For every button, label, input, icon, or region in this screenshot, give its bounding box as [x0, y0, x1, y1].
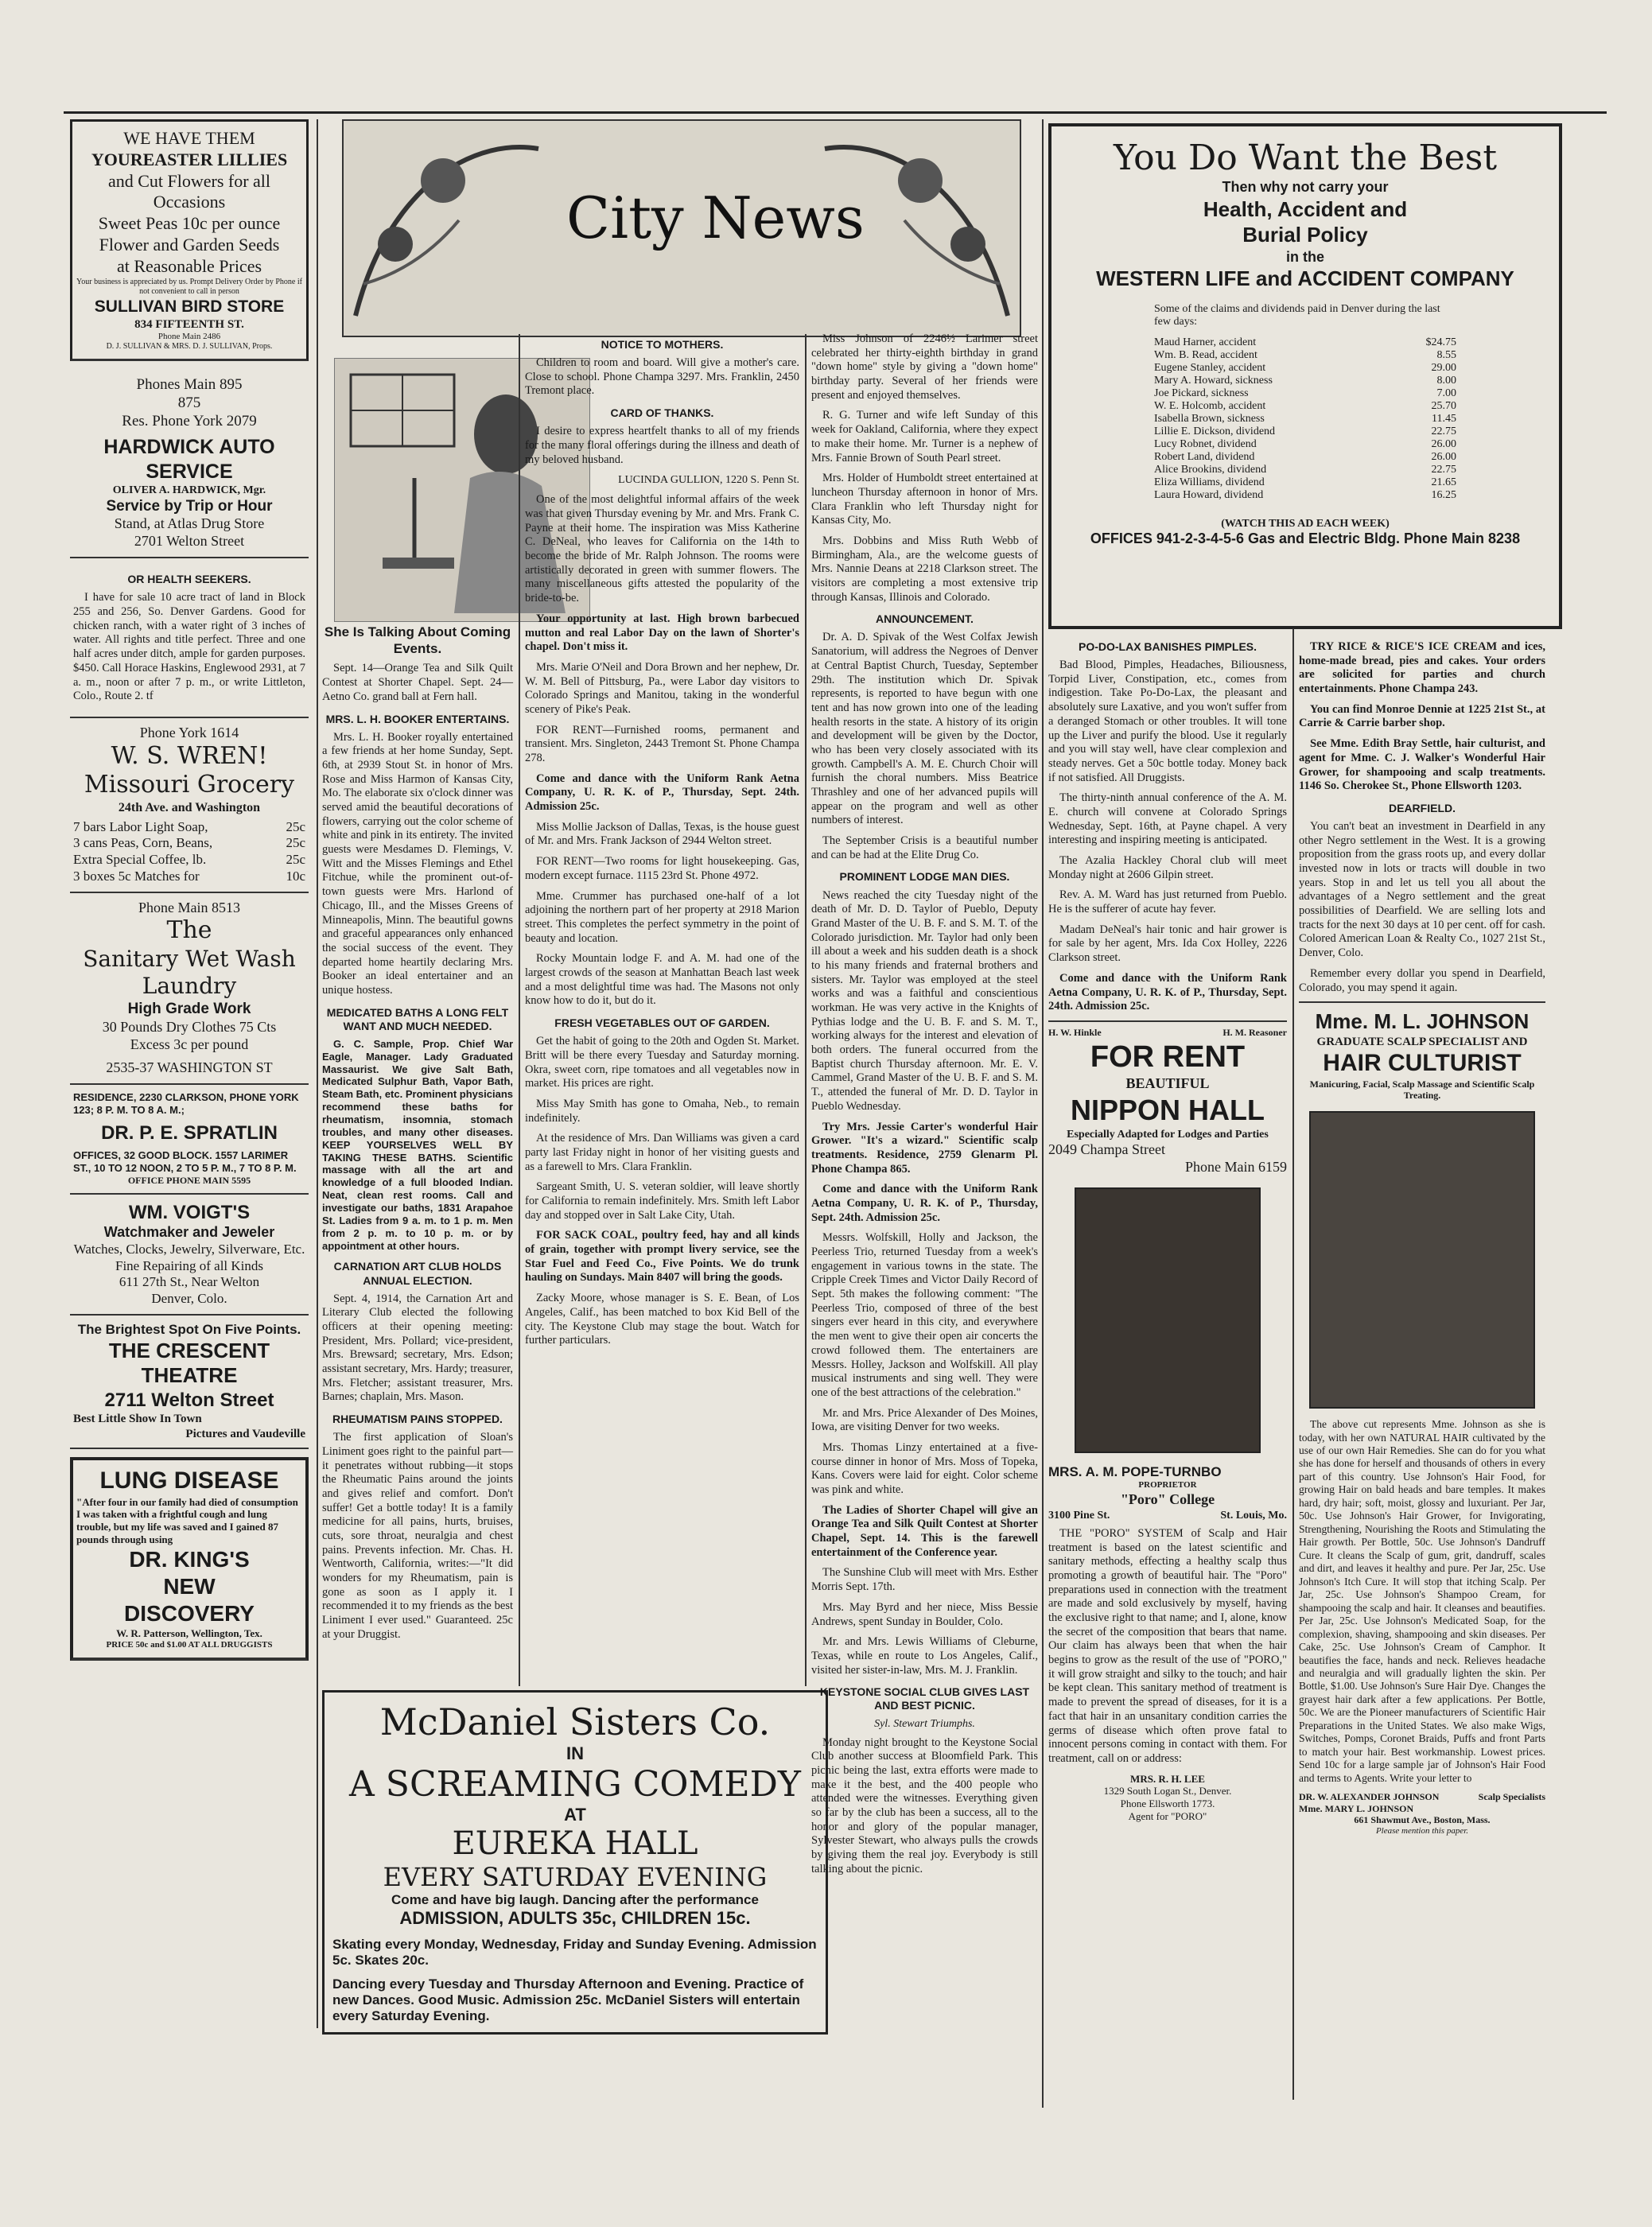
claim-name: Alice Brookins, dividend [1154, 463, 1267, 476]
sullivan-bird-store-ad [70, 119, 309, 361]
article-body: G. C. Sample, Prop. Chief War Eagle, Manager. Lady Graduated Massaurist. We give Salt Bath, Medicated Sulphur Bath, Vapor Bath, Steam Bath, etc. Prominent physicians recommend these baths for rheumatism, insomnia, stomach troubles, and many other diseases. KEEP YOURSELVES WELL BY TAKING THESE BATHS. Scientific massage with all the art and knowledge of a full blooded Indian. Neat, clean rest rooms. Call and investigate our baths, 1831 Arapahoe St. Ladies from 9 a. m. to 1 p. m. Men from 2 p. m. to 10 p. m. or by appointment at other hours. [322, 1037, 513, 1252]
ad-name: HARDWICK AUTO SERVICE [103, 436, 275, 483]
article-body: Madam DeNeal's hair tonic and hair grower is for sale by her agent, Mrs. Ida Cox Holley, 2226 Clarkson street. [1048, 923, 1287, 965]
article-body: Sept. 4, 1914, the Carnation Art and Literary Club elected the following officers at their opening meeting: President, Mrs. Pollard; vice-president, Mrs. Brewsard; secretary, Mrs. Edson; assistant secretary, Mrs. Hardy; treasurer, Mrs. Fletcher; assistant treasurer, Mrs. Barnes; chaplain, Mrs. Mason. [322, 1292, 513, 1404]
claim-amount: 7.00 [1436, 387, 1456, 399]
ad-admission: ADMISSION, ADULTS 35c, CHILDREN 15c. [399, 1908, 751, 1928]
grocery-item [73, 852, 305, 869]
dr-kings-discovery-ad [70, 1457, 309, 1661]
ad-subheading: Then why not carry your [1222, 179, 1389, 195]
article-body: Sargeant Smith, U. S. veteran soldier, will leave shortly for California to remain indefinitely. Mrs. Smith left Labor day and stopped over in Salt Lake City, Utah. [525, 1180, 799, 1222]
article-body: The thirty-ninth annual conference of the A. M. E. church will convene at Colorado Springs Wednesday, Sept. 16th, at Payne chapel. A very interesting and inspiring meeting is anticipated. [1048, 791, 1287, 847]
ad-college: "Poro" College [1120, 1490, 1215, 1507]
column-divider [1042, 119, 1044, 2108]
grocery-item [73, 835, 305, 852]
signature-line: DR. W. ALEXANDER JOHNSON [1299, 1791, 1440, 1803]
ad-name: DISCOVERY [124, 1601, 255, 1627]
signature-line: Please mention this paper. [1375, 1826, 1469, 1836]
article-heading: FRESH VEGETABLES OUT OF GARDEN. [554, 1016, 770, 1030]
article-body: Come and dance with the Uniform Rank Aetna Company, U. R. K. of P., Thursday, Sept. 24th. Admission 25c. [525, 771, 799, 814]
claim-amount: 8.00 [1436, 374, 1456, 387]
grocery-item [73, 819, 305, 836]
ad-phone: OFFICE PHONE MAIN 5595 [127, 1175, 251, 1187]
ad-line: Come and have big laugh. Dancing after the performance [391, 1892, 759, 1907]
illustration-caption: She Is Talking About Coming Events. [324, 624, 511, 656]
grocery-item-name: 7 bars Labor Light Soap, [73, 818, 208, 834]
top-rule [64, 111, 1607, 114]
article-body: R. G. Turner and wife left Sunday of this week for Oakland, California, where they expect to make their home. Mr. Turner is a nephew of Mrs. Fannie Brown of South Pearl street. [811, 409, 1038, 464]
city-news-masthead [342, 119, 1021, 337]
health-seekers-ad [70, 558, 309, 718]
ad-line: A SCREAMING COMEDY [349, 1764, 801, 1805]
voigt-jeweler-ad [70, 1195, 309, 1316]
ad-heading: OR HEALTH SEEKERS. [127, 573, 251, 586]
grocery-item [73, 869, 305, 885]
claims-rows [1154, 336, 1456, 502]
claim-amount: 29.00 [1431, 361, 1456, 374]
claim-row [1154, 362, 1456, 375]
ad-address: 2701 Welton Street [134, 533, 245, 550]
article-body: You can't beat an investment in Dearfield in any other Negro settlement in the West. It is a growing proposition from the grass roots up, and every dollar invested now in lots or tracts will double in two years. Stop in and let us tell you all about the advantages of a Negro settlement and the great possibilities of Dearfield. We are selling lots and tracts for the next 30 days at 10 per cent. off for cash. Colored American Loan & Realty Co., 1027 21st St., Denver, Colo. [1299, 819, 1545, 960]
column-5 [1048, 640, 1287, 1823]
article-body: Rocky Mountain lodge F. and A. M. had one of the largest crowds of the season at Manhattan Beach last week and a most delightful time was had. The Masons not only know how to do it, but do it. [525, 952, 799, 1008]
ad-line: 30 Pounds Dry Clothes 75 Cts [102, 1018, 277, 1035]
ad-line: at Reasonable Prices [116, 255, 262, 276]
article-body: Monday night brought to the Keystone Social Club another success at Bloomfield Park. This picnic being the last, extra efforts were made to make it the best, and the 400 people who attended were the witnesses. Everything given so far by the club has been a success, all to the honor and glory of the popular manager, Sylvester Stewart, who always pulls the crowds by giving them the real joy. Everybody is still talking about the picnic. [811, 1735, 1038, 1875]
ad-owners: D. J. SULLIVAN & MRS. D. J. SULLIVAN, Props. [106, 342, 273, 352]
article-body: Come and dance with the Uniform Rank Aetna Company, U. R. K. of P., Thursday, Sept. 24th. Admission 25c. [1048, 971, 1287, 1013]
ad-name: Laundry [142, 973, 237, 1000]
claim-row [1154, 438, 1456, 451]
claims-list [1154, 303, 1456, 502]
ad-line: 611 27th St., Near Welton [119, 1274, 260, 1290]
ad-line: Fine Repairing of all Kinds [115, 1257, 264, 1273]
article-body: Mrs. Thomas Linzy entertained at a five-course dinner in honor of Mrs. Moss of Topeka, Kans. Covers were laid for eight. Color scheme was pink and white. [811, 1440, 1038, 1497]
column-divider [805, 334, 807, 1686]
ad-address: 2535-37 WASHINGTON ST [106, 1059, 273, 1076]
ad-offices: OFFICES, 32 GOOD BLOCK. 1557 LARIMER ST., 10 TO 12 NOON, 2 TO 5 P. M., 7 TO 8 P. M. [73, 1149, 297, 1175]
ad-subheading: in the [1286, 248, 1324, 265]
johnson-hair-ad [1299, 1001, 1545, 1836]
article-heading: PO-DO-LAX BANISHES PIMPLES. [1078, 640, 1257, 653]
article-body: At the residence of Mrs. Dan Williams was given a card party last Friday night in honor of her visiting guests and as a farewell to Mrs. Clara Franklin. [525, 1132, 799, 1173]
ad-name: DR. KING'S [129, 1546, 250, 1572]
article-body: You can find Monroe Dennie at 1225 21st St., at Carrie & Carrie barber shop. [1299, 702, 1545, 730]
claim-row [1154, 400, 1456, 413]
article-body: The Sunshine Club will meet with Mrs. Esther Morris Sept. 17th. [811, 1566, 1038, 1594]
western-life-ad [1048, 123, 1562, 629]
ad-name: WM. VOIGT'S [128, 1201, 251, 1223]
article-body: Mrs. Dobbins and Miss Ruth Webb of Birmingham, Ala., are the welcome guests of Mrs. Nannie Deans at 2218 Clarkson street. The visitors are completing a most extensive trip through Kansas, Illinois and Colorado. [811, 534, 1038, 604]
ad-line: HAIR CULTURIST [1323, 1050, 1522, 1077]
article-body: I desire to express heartfelt thanks to all of my friends for the many floral offerings during the illness and death of my beloved husband. [525, 425, 799, 466]
claim-row [1154, 349, 1456, 362]
ad-phone: Phone York 1614 [139, 724, 239, 740]
ad-address: 2049 Champa Street [1048, 1141, 1165, 1157]
ad-phone: Phone Main 6159 [1185, 1158, 1287, 1175]
ad-trade: Watchmaker and Jeweler [103, 1224, 275, 1240]
article-body: Mr. and Mrs. Lewis Williams of Cleburne, Texas, while en route to Los Angeles, Calif., visited her sister-in-law, Mrs. M. J. Franklin. [811, 1635, 1038, 1677]
ad-name: McDaniel Sisters Co. [379, 1700, 771, 1743]
ad-venue: EUREKA HALL [452, 1825, 698, 1862]
claims-intro: Some of the claims and dividends paid in Denver during the last few days: [1154, 302, 1440, 328]
article-body: FOR SACK COAL, poultry feed, hay and all kinds of grain, together with prompt livery service, see the Star Fuel and Feed Co., Five Points. We do trunk hauling on Sundays. Main 8407 will bring the goods. [525, 1229, 799, 1285]
ad-offices: OFFICES 941-2-3-4-5-6 Gas and Electric Bldg. Phone Main 8238 [1090, 530, 1521, 546]
johnson-portrait-photo [1309, 1111, 1535, 1409]
signature-line: Mme. MARY L. JOHNSON [1299, 1802, 1414, 1814]
grocery-item-price: 25c [286, 835, 305, 851]
ad-heading: FOR RENT [1090, 1040, 1246, 1074]
grocery-item-name: Extra Special Coffee, lb. [73, 852, 207, 868]
events-text: Sept. 14—Orange Tea and Silk Quilt Contest at Shorter Chapel. Sept. 24—Aetno Co. grand ball at Fern hall. [322, 662, 513, 703]
ad-body: THE "PORO" SYSTEM of Scalp and Hair treatment is based on the latest scientific and sanitary methods, effecting a healthy scalp thus promoting a growth of beautiful hair. The "Poro" preparations used in connection with the treatment are made and sold exclusively by myself, having the exclusive right to that name; and I, alone, know the secret of the composition that bears that name. Our claim has always been that when the hair begins to grow as the result of the use of "PORO," it will grow straight and silky to the touch; and hair be kept clean. This sanitary method of treatment is made to prevent the spread of diseases, for it is a fact that hair in an unsanitary condition carries the germs of disease which often prove fatal to innocent persons coming in contact with them. For treatment, call on or address: [1048, 1526, 1287, 1765]
column-3 [525, 338, 799, 1354]
claim-row [1154, 489, 1456, 502]
claim-name: Maud Harner, accident [1154, 336, 1257, 348]
claim-amount: 21.65 [1431, 476, 1456, 488]
address-line: St. Louis, Mo. [1220, 1509, 1287, 1522]
claim-name: Lucy Robnet, dividend [1154, 437, 1257, 450]
ad-residence: RESIDENCE, 2230 CLARKSON, PHONE YORK 123; 8 P. M. TO 8 A. M.; [73, 1091, 299, 1117]
ad-line: and Cut Flowers for all Occasions [107, 170, 271, 212]
article-heading: NOTICE TO MOTHERS. [601, 338, 724, 351]
article-body: Come and dance with the Uniform Rank Aetna Company, U. R. K. of P., Thursday, Sept. 24th. Admission 25c. [811, 1183, 1038, 1224]
ornament-left [348, 125, 546, 332]
article-body: Mrs. Marie O'Neil and Dora Brown and her nephew, Dr. W. M. Bell of Pittsburg, Pa., were Labor day visitors to Colorado Springs and Manitou, taking in the wonderful scenery of Pike's Peak. [525, 660, 799, 716]
article-heading: ANNOUNCEMENT. [876, 612, 974, 626]
column-4 [811, 332, 1038, 1883]
claim-name: Laura Howard, dividend [1154, 488, 1264, 501]
ad-heading: LUNG DISEASE [99, 1467, 279, 1494]
signature-line: 661 Shawmut Ave., Boston, Mass. [1354, 1814, 1491, 1826]
claim-amount: 25.70 [1431, 399, 1456, 412]
claim-name: Joe Pickard, sickness [1154, 387, 1249, 399]
ad-heading: You Do Want the Best [1113, 138, 1498, 178]
ad-line: AT [564, 1805, 586, 1825]
ad-subheading: Burial Policy [1242, 223, 1368, 247]
dr-spratlin-ad [70, 1085, 309, 1194]
claim-name: Isabella Brown, sickness [1154, 412, 1265, 425]
agent-line: 1329 South Logan St., Denver. [1103, 1785, 1232, 1798]
article-body: Mrs. Holder of Humboldt street entertained at luncheon Thursday afternoon in honor of Mrs. Clara Franklin who left Thursday night for Kansas City, Mo. [811, 472, 1038, 527]
column-divider [317, 119, 318, 2028]
article-heading: CARNATION ART CLUB HOLDS ANNUAL ELECTION. [333, 1260, 502, 1287]
agent-line: Agent for "PORO" [1128, 1810, 1207, 1823]
claim-amount: 8.55 [1436, 348, 1456, 361]
article-body: Miss Mollie Jackson of Dallas, Texas, is the house guest of Mr. and Mrs. Frank Jackson of 2944 Welton street. [525, 820, 799, 848]
claim-row [1154, 375, 1456, 387]
ad-phone: 875 [177, 394, 201, 411]
ad-quote: "After four in our family had died of consumption I was taken with a frightful cough and lung trouble, but my life was saved and I gained 87 pounds through using [76, 1495, 298, 1546]
portrait-photo [1075, 1187, 1261, 1453]
article-body: Get the habit of going to the 20th and Ogden St. Market. Britt will be there every Tuesday and Saturday morning. Okra, sweet corn, ripe tomatoes and all vegetables now in market. His prices are right. [525, 1035, 799, 1090]
claim-name: Eugene Stanley, accident [1154, 361, 1266, 374]
grocery-item-price: 25c [286, 818, 305, 834]
ad-line: Watches, Clocks, Jewelry, Silverware, Etc. [73, 1241, 305, 1257]
ad-address: 834 FIFTEENTH ST. [134, 317, 244, 331]
owner-left: H. W. Hinkle [1048, 1026, 1102, 1038]
claim-name: W. E. Holcomb, accident [1154, 399, 1266, 412]
ad-venue: NIPPON HALL [1070, 1093, 1265, 1126]
ad-name: The [166, 916, 212, 945]
ad-name: Sanitary Wet Wash [83, 946, 296, 973]
article-body: Dr. A. D. Spivak of the West Colfax Jewish Sanatorium, will address the Negroes of Denver at Central Baptist Church, Tuesday, September 29th. The institution which Dr. Spivak represents, is reported to have begun with one tent and has now grown into one of the leading health resorts in the state. A history of its origin and development will be given by the Doctor, who has been very closely associated with its growth. Campbell's A. M. E. Church Choir will furnish the choral numbers. Miss Beatrice Thrashley and one of her advanced pupils will appear on the program and well as other numbers of interest. [811, 631, 1038, 827]
ad-phone: Phones Main 895 [136, 375, 243, 393]
ad-store: Missouri Grocery [84, 771, 295, 799]
ad-body: The above cut represents Mme. Johnson as she is today, with her own NATURAL HAIR cultivated by the use of our own Hair Remedies. She can do for you what she has done for herself and thousands of others in every part of this country. Use Johnson's Hair Food, for growing Hair on bald heads and bare temples. It makes hard, dry hair; soft, moist, glossy and luxuriant. Per Jar, 50c. Use Johnson's Hair Grower, for Invigorating, Strengthening, Nourishing the Roots and Stimulating the Hair growth. Per Bottle, 50c. Use Johnson's Dandruff Cure. It cleans the Scalp of gum, grit, dandruff, scales and dirt, and leaves it healthy and pure. Per Jar, 25c. Use Johnson's Itch Cure. It will stop that itching Scalp. Per Jar, 25c. Use Johnson's Shampoo Cream, for shampooing the scalp and hair. It cleanses and beautifies. Per Jar, 25c. Use Johnson's Medicated Soap, for the complexion, shaving, shampooing and skin diseases. Per Cake, 25c. Use Johnson's Cream of Camphor. It beautifies the face, hands and neck. Relieves headache and neuralgia and will gradually lighten the skin. Per Bottle, $1.00. Use Johnson's Sure Hair Dye. Changes the grayest hair dark after a few applications. Per Bottle, 50c. We are the Pioneer manufacturers of Scientific Hair Preparations in the United States. We also make Wigs, Switches, Pomps, Coronet Braids, Puffs and front Parts to match your hair. Best workmanship. Lowest prices. Send 10c for a large sample jar of Johnson's Hair Food and terms to Agents. Write your letter to [1299, 1418, 1545, 1784]
ad-name: THEATRE [141, 1363, 238, 1388]
article-heading: CARD OF THANKS. [610, 406, 714, 420]
claim-name: Robert Land, dividend [1154, 450, 1255, 463]
ad-corner: 24th Ave. and Washington [118, 801, 261, 815]
article-heading: PROMINENT LODGE MAN DIES. [839, 870, 1010, 884]
ad-phone: Res. Phone York 2079 [122, 413, 257, 430]
ad-name: MRS. A. M. POPE-TURNBO [1048, 1463, 1222, 1479]
ad-line: Excess 3c per pound [130, 1036, 249, 1052]
article-body: Try Mrs. Jessie Carter's wonderful Hair Grower. "It's a wizard." Scientific scalp treatments. Residence, 2759 Glenarm Pl. Phone Champa 865. [811, 1120, 1038, 1176]
grocery-list [73, 819, 305, 885]
article-heading: KEYSTONE SOCIAL CLUB GIVES LAST AND BEST PICNIC. [819, 1685, 1030, 1712]
address-line: 3100 Pine St. [1048, 1509, 1110, 1522]
article-body: Remember every dollar you spend in Dearfield, Colorado, you may spend it again. [1299, 966, 1545, 994]
ad-name: NEW [163, 1574, 216, 1599]
claim-row [1154, 464, 1456, 476]
ad-line: GRADUATE SCALP SPECIALIST AND [1316, 1035, 1528, 1048]
ad-title: PROPRIETOR [1138, 1480, 1197, 1490]
article-body: Bad Blood, Pimples, Headaches, Biliousness, Torpid Liver, Constipation, etc., comes from indigestion. Take Po-Do-Lax, the pleasant and absolutely sure Laxative, and you won't suffer from a deranged Stomach or other troubles. It will tone up the Liver and purify the blood. Use it regularly and you will stay well, have clear complexion and steady nerves. Get a 50c bottle today. Money back if not satisfied. All Druggists. [1048, 659, 1287, 784]
poro-college-ad [1048, 1464, 1287, 1823]
ad-name: SULLIVAN BIRD STORE [94, 297, 285, 317]
crescent-theatre-ad [70, 1316, 309, 1449]
article-body: Messrs. Wolfskill, Holly and Jackson, the Peerless Trio, returned Tuesday from a week's engagement in various towns in the state. The Cripple Creek Times and Victor Daily Record of Sept. 5th makes the following comment: "The Peerless Trio, composed of three of the best singers ever heard in this city, and everywhere the men went to give their open air concerts the crowd followed them. The entertainers are Messrs. Holley, Jackson and Wolfskill. All play musical instruments and sing well. They were one of the best attractions of the celebration." [811, 1231, 1038, 1399]
ad-phone: Phone Main 8513 [138, 899, 240, 915]
claim-amount: 26.00 [1431, 437, 1456, 450]
page-title: City News [566, 185, 865, 251]
ad-line: BEAUTIFUL [1125, 1075, 1210, 1091]
ad-heading: The Brightest Spot On Five Points. [77, 1321, 301, 1337]
poro-address [1048, 1509, 1287, 1522]
column-divider [1292, 628, 1294, 2100]
article-heading: MRS. L. H. BOOKER ENTERTAINS. [325, 712, 510, 725]
article-body: Zacky Moore, whose manager is S. E. Bean, of Los Angeles, Calif., has been matched to box Kid Bell of the city. The Keystone Club may stage the bout. Watch for further particulars. [525, 1292, 799, 1347]
ad-line: WE HAVE THEM [123, 128, 255, 148]
ad-manager: OLIVER A. HARDWICK, Mgr. [112, 484, 266, 497]
ad-line: YOUREASTER LILLIES [91, 149, 288, 169]
grocery-item-price: 25c [286, 852, 305, 868]
agent-line: Phone Ellsworth 1773. [1120, 1798, 1215, 1810]
article-body: TRY RICE & RICE'S ICE CREAM and ices, home-made bread, pies and cakes. Your orders are solicited for parties and church entertainments. Phone Champa 243. [1299, 640, 1545, 696]
ad-service: Service by Trip or Hour [106, 498, 273, 515]
article-body: Rev. A. M. Ward has just returned from Pueblo. He is the sufferer of acute hay fever. [1048, 888, 1287, 916]
article-body: Your opportunity at last. High brown barbecued mutton and real Labor Day on the lawn of Shorter's chapel. Don't miss it. [525, 612, 799, 654]
article-body: Miss May Smith has gone to Omaha, Neb., to remain indefinitely. [525, 1097, 799, 1125]
claim-row [1154, 387, 1456, 400]
article-heading: RHEUMATISM PAINS STOPPED. [332, 1413, 503, 1426]
column-divider [519, 334, 520, 1686]
ad-line: Dancing every Tuesday and Thursday Afternoon and Evening. Practice of new Dances. Good Music. Admission 25c. McDaniel Sisters will entertain every Saturday Evening. [332, 1976, 804, 2023]
ad-line: Denver, Colo. [151, 1291, 227, 1307]
grocery-item-name: 3 cans Peas, Corn, Beans, [73, 835, 213, 851]
ad-company: WESTERN LIFE and ACCIDENT COMPANY [1096, 266, 1514, 290]
ad-address: 2711 Welton Street [104, 1389, 274, 1412]
ad-line: EVERY SATURDAY EVENING [383, 1862, 768, 1892]
claim-amount: $24.75 [1425, 336, 1456, 348]
article-body: News reached the city Tuesday night of the death of Mr. D. D. Taylor of Pueblo, Deputy Grand Master of the U. B. F. and S. M. T. of the Colorado jurisdiction. Mr. Taylor had only been ill about a week and his sudden death is a shock to his many friends and fraternal brothers and sisters. Mr. Taylor was employed at the steel works and was a faithful and conscientious workman. He was very active in the Knights of Pythias lodge and the U. B. F. and S. M. T., working always for the interest and elevation of both orders. The funeral occurred from the Baptist church Thursday afternoon. Mr. E. V. Cammel, Grand Master of the U. B. F. and S. M. T., attended the funeral of Mr. D. D. Taylor in Pueblo Wednesday. [811, 888, 1038, 1113]
ad-name: THE CRESCENT [108, 1338, 270, 1362]
article-body: Mme. Crummer has purchased one-half of a lot adjoining the northern part of her property at 2918 Marion street. This completes the perfect symmetry in the point of beauty and location. [525, 889, 799, 945]
ad-grade: High Grade Work [127, 1001, 251, 1018]
article-body: The Ladies of Shorter Chapel will give an Orange Tea and Silk Quilt Contest at Shorter Chapel, Sept. 14. This is the farewell entertainment of the Conference year. [811, 1503, 1038, 1559]
ad-note: (WATCH THIS AD EACH WEEK) [1221, 517, 1390, 530]
ad-body: I have for sale 10 acre tract of land in Block 255 and 256, So. Denver Gardens. Good for chicken ranch, with a water right of 3 inches of water. All rights and title perfect. Three and one half acres under ditch, ample for garden purposes. $450. Call Horace Haskins, Englewood 2931, at 7 a. m., noon or after 7 p. m., or write Littleton, Colo., Route 2. tf [73, 591, 305, 703]
hardwick-auto-ad [70, 369, 309, 559]
claim-amount: 22.75 [1431, 463, 1456, 476]
ad-line: Pictures and Vaudeville [185, 1427, 305, 1440]
article-body: Mrs. L. H. Booker royally entertained a few friends at her home Sunday, Sept. 6th, at 2939 Stout St. in honor of Mrs. Rose and Miss Harmon of Kansas City, Mo. The elaborate six o'clock dinner was served amid the beautiful decorations of flowers, carrying out the color scheme of white and pink in its entirety. The invited guests were Mesdames D. Flemings, V. Witt and the Misses Flemings and Ethel Fitchue, while the prominent out-of-town guests were Mrs. Harlond of Chicago, Ill., and the Misses Greens of Minneapolis, Minn. The beautiful gowns and graceful appearances only enhanced the social success of the event. They departed home heartily declaring Mrs. Booker an ideal entertainer and an unique hostess. [322, 730, 513, 997]
column-6 [1299, 640, 1545, 1836]
grocery-item-price: 10c [286, 868, 305, 884]
claim-row [1154, 336, 1456, 349]
missouri-grocery-ad [70, 718, 309, 893]
article-body: FOR RENT—Furnished rooms, permanent and transient. Mrs. Singleton, 2443 Tremont St. Phone Champa 278. [525, 723, 799, 765]
ads-column [70, 119, 309, 1669]
claim-name: Eliza Williams, dividend [1154, 476, 1265, 488]
article-body: The September Crisis is a beautiful number and can be had at the Elite Drug Co. [811, 834, 1038, 861]
article-body: Mrs. May Byrd and her niece, Miss Bessie Andrews, spent Sunday in Boulder, Colo. [811, 1600, 1038, 1628]
sanitary-laundry-ad [70, 893, 309, 1086]
ad-subheading: Health, Accident and [1203, 196, 1408, 221]
ad-stand: Stand, at Atlas Drug Store [114, 515, 265, 532]
ad-line: Sweet Peas 10c per ounce [98, 213, 281, 234]
ad-note: Your business is appreciated by us. Prompt Delivery Order by Phone if not convenient to call in person [76, 277, 302, 296]
ad-phone: Phone Main 2486 [157, 332, 221, 342]
claim-row [1154, 413, 1456, 426]
ad-name: DR. P. E. SPRATLIN [101, 1122, 278, 1145]
claim-row [1154, 426, 1456, 438]
article-body: Mr. and Mrs. Price Alexander of Des Moines, Iowa, are visiting Denver for two weeks. [811, 1406, 1038, 1434]
claim-row [1154, 451, 1456, 464]
ad-name: Mme. M. L. JOHNSON [1315, 1009, 1530, 1034]
ad-line: Best Little Show In Town [73, 1413, 202, 1426]
ad-signature: W. R. Patterson, Wellington, Tex. [116, 1627, 262, 1640]
ad-line: Especially Adapted for Lodges and Parties [1067, 1128, 1269, 1141]
claim-amount: 26.00 [1431, 450, 1456, 463]
article-subheading: Syl. Stewart Triumphs. [874, 1718, 975, 1731]
claim-name: Lillie E. Dickson, dividend [1154, 425, 1276, 437]
agent-line: MRS. R. H. LEE [1130, 1772, 1205, 1785]
claim-name: Wm. B. Read, accident [1154, 348, 1257, 361]
article-body: FOR RENT—Two rooms for light housekeeping. Gas, modern except furnace. 1115 23rd St. Phone 4972. [525, 855, 799, 882]
article-body: One of the most delightful informal affairs of the week was that given Thursday evening by Mr. and Mrs. Frank C. Payne at their home. The inspiration was Miss Katherine C. DeNeal, who leaves for California on the 14th to become the bride of Mr. Ralph Johnson. The rooms were artistically decorated in green with summer flowers. The many miscellaneous gifts attested the popularity of the bride-to-be. [525, 493, 799, 605]
signature-line: Scalp Specialists [1478, 1791, 1545, 1803]
grocery-item-name: 3 boxes 5c Matches for [73, 868, 200, 884]
signature: LUCINDA GULLION, 1220 S. Penn St. [618, 474, 799, 487]
article-body: Miss Johnson of 2246½ Larimer street celebrated her thirty-eighth birthday in grand "down home" style by giving a "down home" birthday party. Several of her friends were present and enjoyed themselves. [811, 332, 1038, 402]
owner-right: H. M. Reasoner [1222, 1026, 1287, 1038]
ad-line: IN [566, 1743, 584, 1763]
article-heading: DEARFIELD. [1389, 801, 1456, 814]
ad-price: PRICE 50c and $1.00 AT ALL DRUGGISTS [106, 1640, 273, 1650]
article-body: See Mme. Edith Bray Settle, hair culturist, and agent for Mme. C. J. Walker's Wonderful Hair Grower, for shampooing and scalp treatments. 1146 So. Cherokee St., Phone Ellsworth 1203. [1299, 737, 1545, 793]
claim-amount: 22.75 [1431, 425, 1456, 437]
article-body: The first application of Sloan's Liniment goes right to the painful part—it penetrates without rubbing—it stops the Rheumatic Pains around the joints and gives relief and comfort. Don't suffer! Get a bottle today! It is a family medicine for all pains, hurts, bruises, cuts, sore throat, neuralgia and chest pains. Prevents infection. Mr. Chas. H. Wentworth, California, writes:—"It did wonders for my Rheumatism, pain is gone as soon as I apply it. I recommended it to my friends as the best Liniment I ever used." Guaranteed. 25c at your Druggist. [322, 1431, 513, 1641]
ad-line: Skating every Monday, Wednesday, Friday and Sunday Evening. Admission 5c. Skates 20c. [332, 1937, 817, 1968]
nippon-owners [1048, 1027, 1287, 1039]
article-body: Children to room and board. Will give a mother's care. Close to school. Phone Champa 3297. Mrs. Franklin, 2450 Tremont place. [525, 356, 799, 398]
ad-line: Manicuring, Facial, Scalp Massage and Scientific Scalp Treating. [1309, 1078, 1535, 1102]
claim-name: Mary A. Howard, sickness [1154, 374, 1273, 387]
column-2 [322, 624, 513, 1648]
article-heading: MEDICATED BATHS A LONG FELT WANT AND MUCH NEEDED. [326, 1005, 509, 1032]
ad-line: Flower and Garden Seeds [99, 235, 280, 255]
johnson-signature [1299, 1791, 1545, 1814]
ad-name: W. S. WREN! [111, 741, 268, 770]
claim-amount: 11.45 [1432, 412, 1456, 425]
mcdaniel-sisters-ad [322, 1690, 828, 2035]
nippon-hall-ad [1048, 1020, 1287, 1176]
article-body: The Azalia Hackley Choral club will meet Monday night at 2606 Gilpin street. [1048, 854, 1287, 881]
claim-amount: 16.25 [1431, 488, 1456, 501]
claim-row [1154, 476, 1456, 489]
